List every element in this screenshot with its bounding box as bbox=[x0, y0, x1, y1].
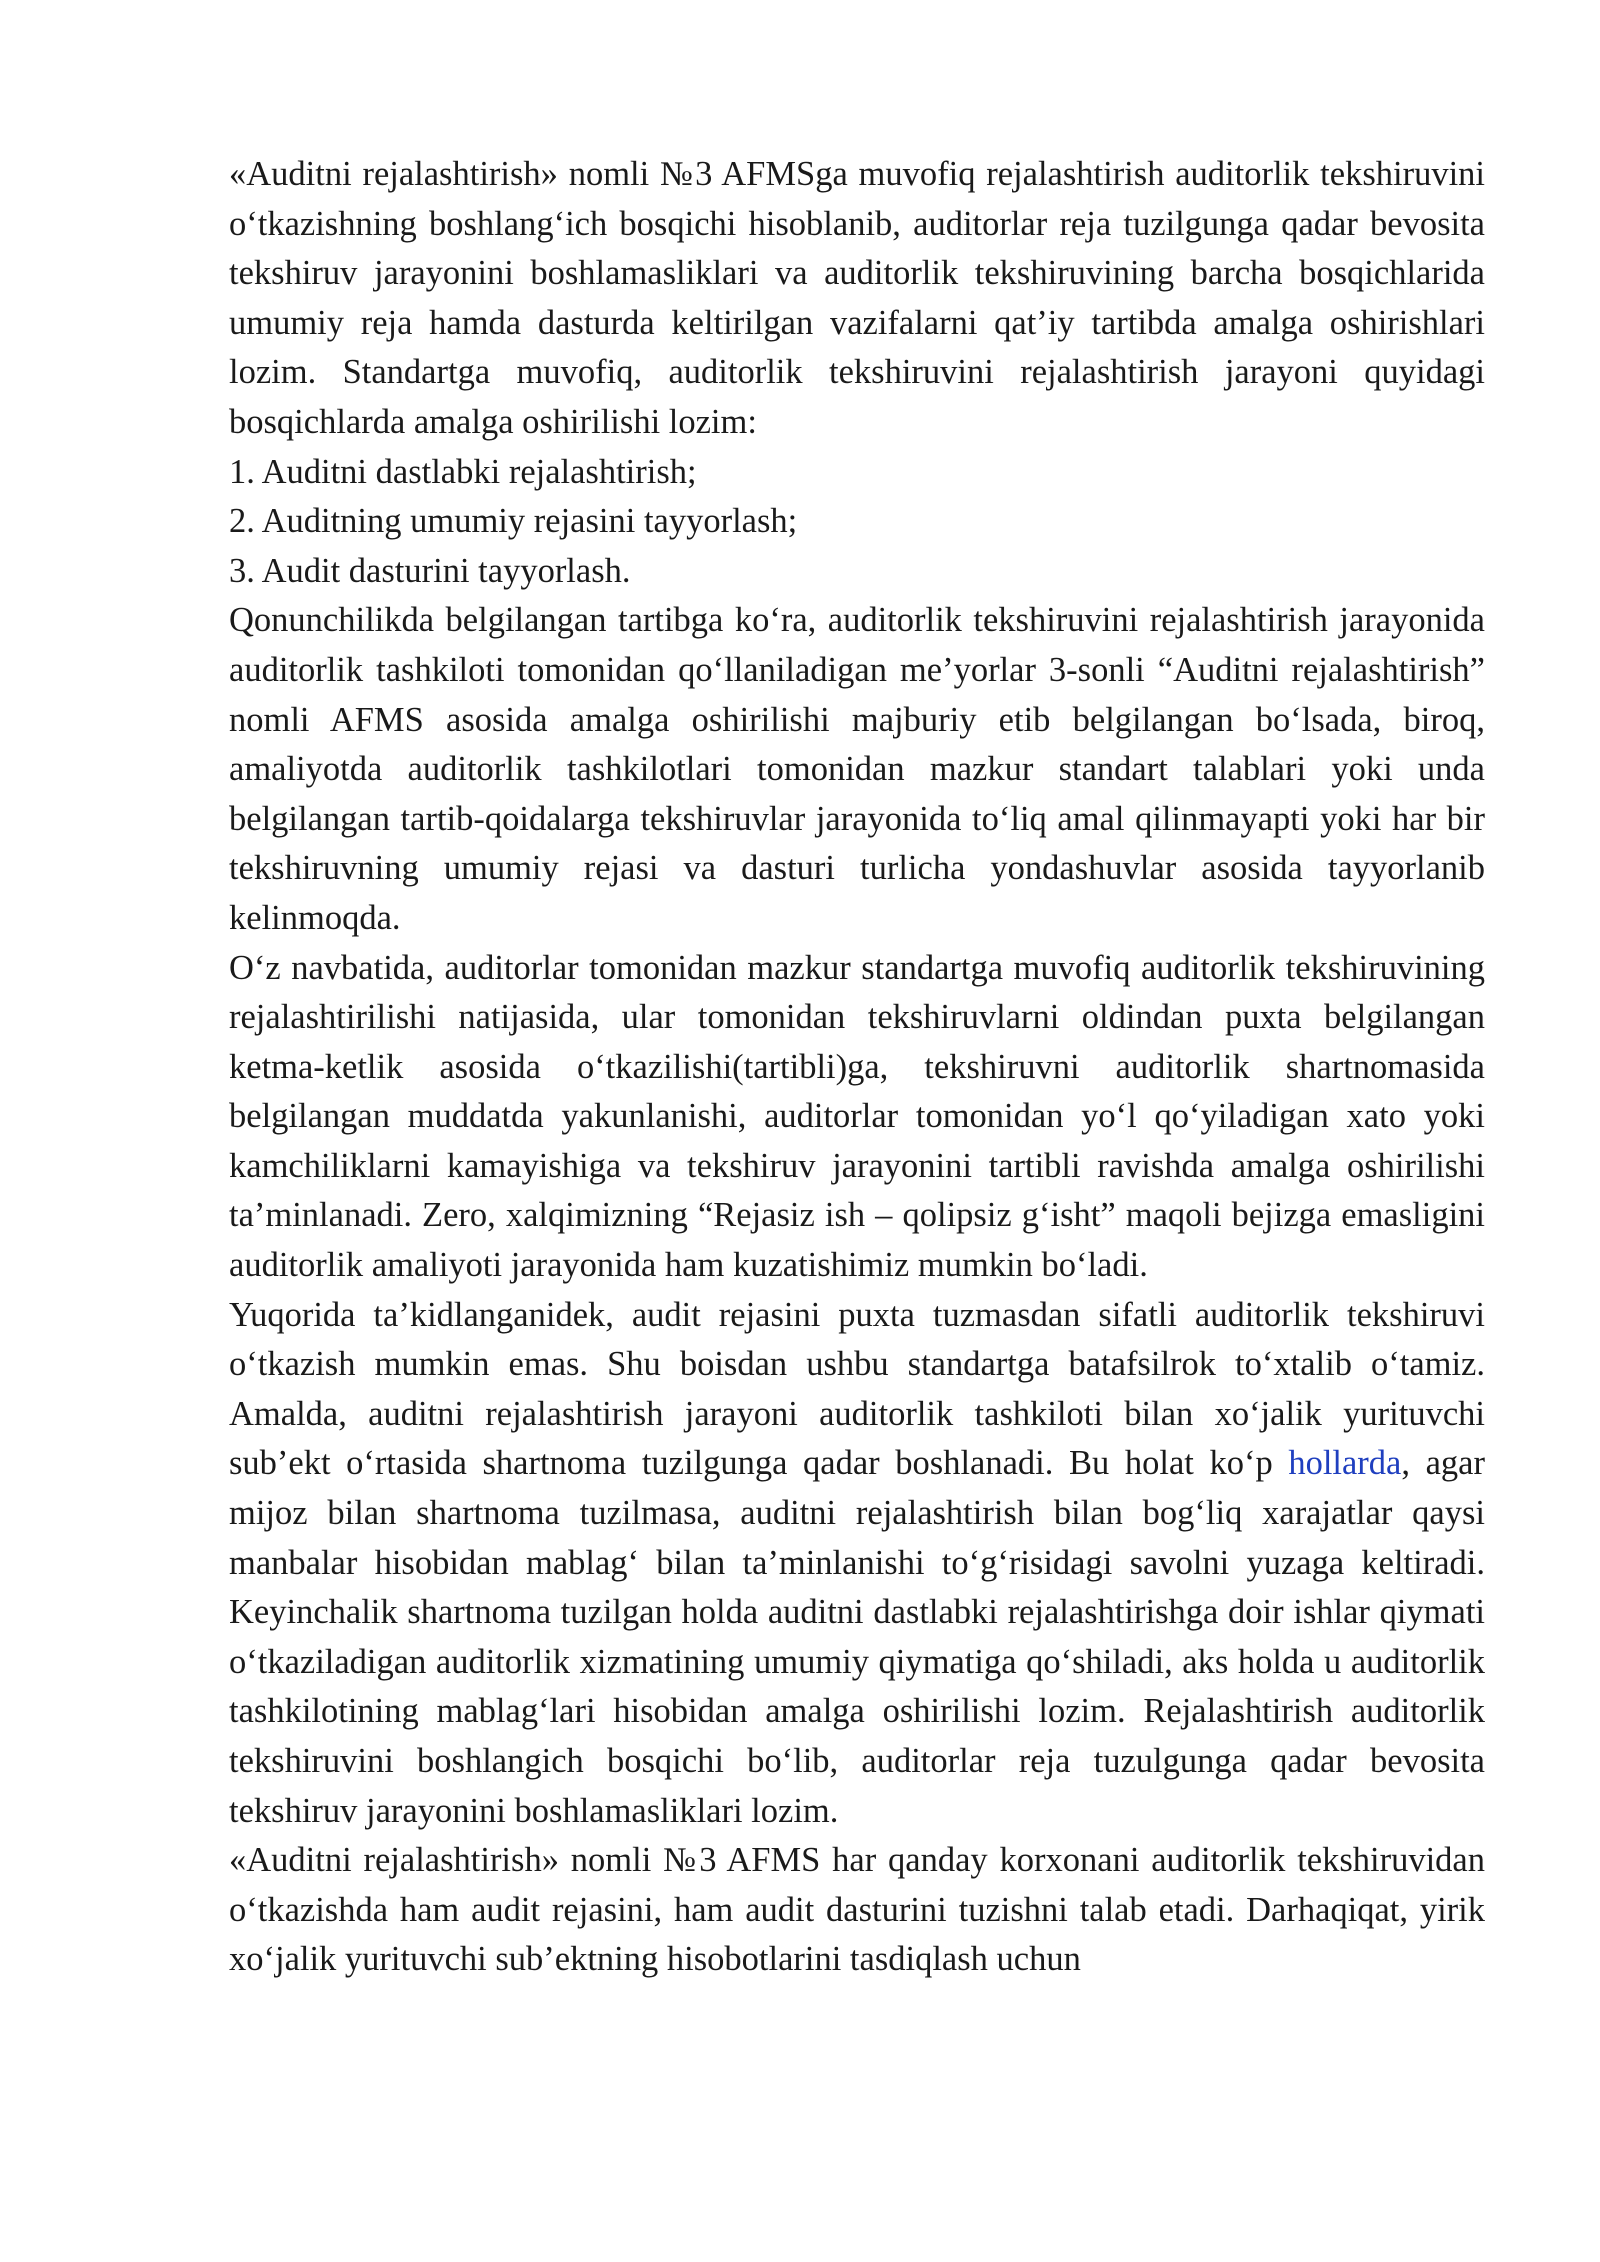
list-item-2: 2. Auditning umumiy rejasini tayyorlash; bbox=[229, 502, 798, 541]
paragraph-4-text-start: Yuqorida ta’kidlanganidek, audit rejasini puxta tuzmasdan sifatli auditorlik tekshiruvi o‘tkazish mumkin emas. Shu boisdan ushbu standartga batafsilrok to‘xtalib o‘tamiz. Amalda, auditni rejalashtirish jarayoni auditorlik tashkiloti bilan xo‘jalik yurituvchi sub’ekt o‘rtasida shartnoma tuzilgunga qadar boshlanadi. Bu holat ko‘p bbox=[229, 1295, 1485, 1483]
list-item-3: 3. Audit dasturini tayyorlash. bbox=[229, 551, 631, 590]
paragraph-2: Qonunchilikda belgilangan tartibga ko‘ra, auditorlik tekshiruvini rejalashtirish jarayonida auditorlik tashkiloti tomonidan qo‘llaniladigan me’yorlar 3-sonli “Auditni rejalashtirish” nomli AFMS asosida amalga oshirilishi majburiy etib belgilangan bo‘lsada, biroq, amaliyotda auditorlik tashkilotlari tomonidan mazkur standart talablari yoki unda belgilangan tartib-qoidalarga tekshiruvlar jarayonida to‘liq amal qilinmayapti yoki har bir tekshiruvning umumiy rejasi va dasturi turlicha yondashuvlar asosida tayyorlanib kelinmoqda. bbox=[229, 601, 1485, 937]
paragraph-1: «Auditni rejalashtirish» nomli №3 AFMSga muvofiq rejalashtirish auditorlik tekshiruvini o‘tkazishning boshlang‘ich bosqichi hisoblanib, auditorlar reja tuzilgunga qadar bevosita tekshiruv jarayonini boshlamasliklari va auditorlik tekshiruvining barcha bosqichlarida umumiy reja hamda dasturda keltirilgan vazifalarni qat’iy tartibda amalga oshirishlari lozim. Standartga muvofiq, auditorlik tekshiruvini rejalashtirish jarayoni quyidagi bosqichlarda amalga oshirilishi lozim: bbox=[229, 155, 1485, 441]
list-item-1: 1. Auditni dastlabki rejalashtirish; bbox=[229, 452, 697, 491]
hollarda-link[interactable]: hollarda bbox=[1288, 1444, 1402, 1483]
paragraph-5: «Auditni rejalashtirish» nomli №3 AFMS har qanday korxonani auditorlik tekshiruvidan o‘tkazishda ham audit rejasini, ham audit dasturini tuzishni talab etadi. Darhaqiqat, yirik xo‘jalik yurituvchi sub’ektning hisobotlarini tasdiqlash uchun bbox=[229, 1841, 1485, 1979]
document-page bbox=[229, 150, 1485, 1985]
paragraph-4 bbox=[229, 1291, 1485, 1837]
paragraph-4-text-end: , agar mijoz bilan shartnoma tuzilmasa, auditni rejalashtirish bilan bog‘liq xarajatlar qaysi manbalar hisobidan mablag‘ bilan ta’minlanishi to‘g‘risidagi savolni yuzaga keltiradi. Keyinchalik shartnoma tuzilgan holda auditni dastlabki rejalashtirishga doir ishlar qiymati o‘tkaziladigan auditorlik xizmatining umumiy qiymatiga qo‘shiladi, aks holda u auditorlik tashkilotining mablag‘lari hisobidan amalga oshirilishi lozim. Rejalashtirish auditorlik tekshiruvini boshlangich bosqichi bo‘lib, auditorlar reja tuzulgunga qadar bevosita tekshiruv jarayonini boshlamasliklari lozim. bbox=[229, 1444, 1485, 1830]
paragraph-3: O‘z navbatida, auditorlar tomonidan mazkur standartga muvofiq auditorlik tekshiruvining rejalashtirilishi natijasida, ular tomonidan tekshiruvlarni oldindan puxta belgilangan ketma-ketlik asosida o‘tkazilishi(tartibli)ga, tekshiruvni auditorlik shartnomasida belgilangan muddatda yakunlanishi, auditorlar tomonidan yo‘l qo‘yiladigan xato yoki kamchiliklarni kamayishiga va tekshiruv jarayonini tartibli ravishda amalga oshirilishi ta’minlanadi. Zero, xalqimizning “Rejasiz ish – qolipsiz g‘isht” maqoli bejizga emasligini auditorlik amaliyoti jarayonida ham kuzatishimiz mumkin bo‘ladi. bbox=[229, 948, 1485, 1285]
